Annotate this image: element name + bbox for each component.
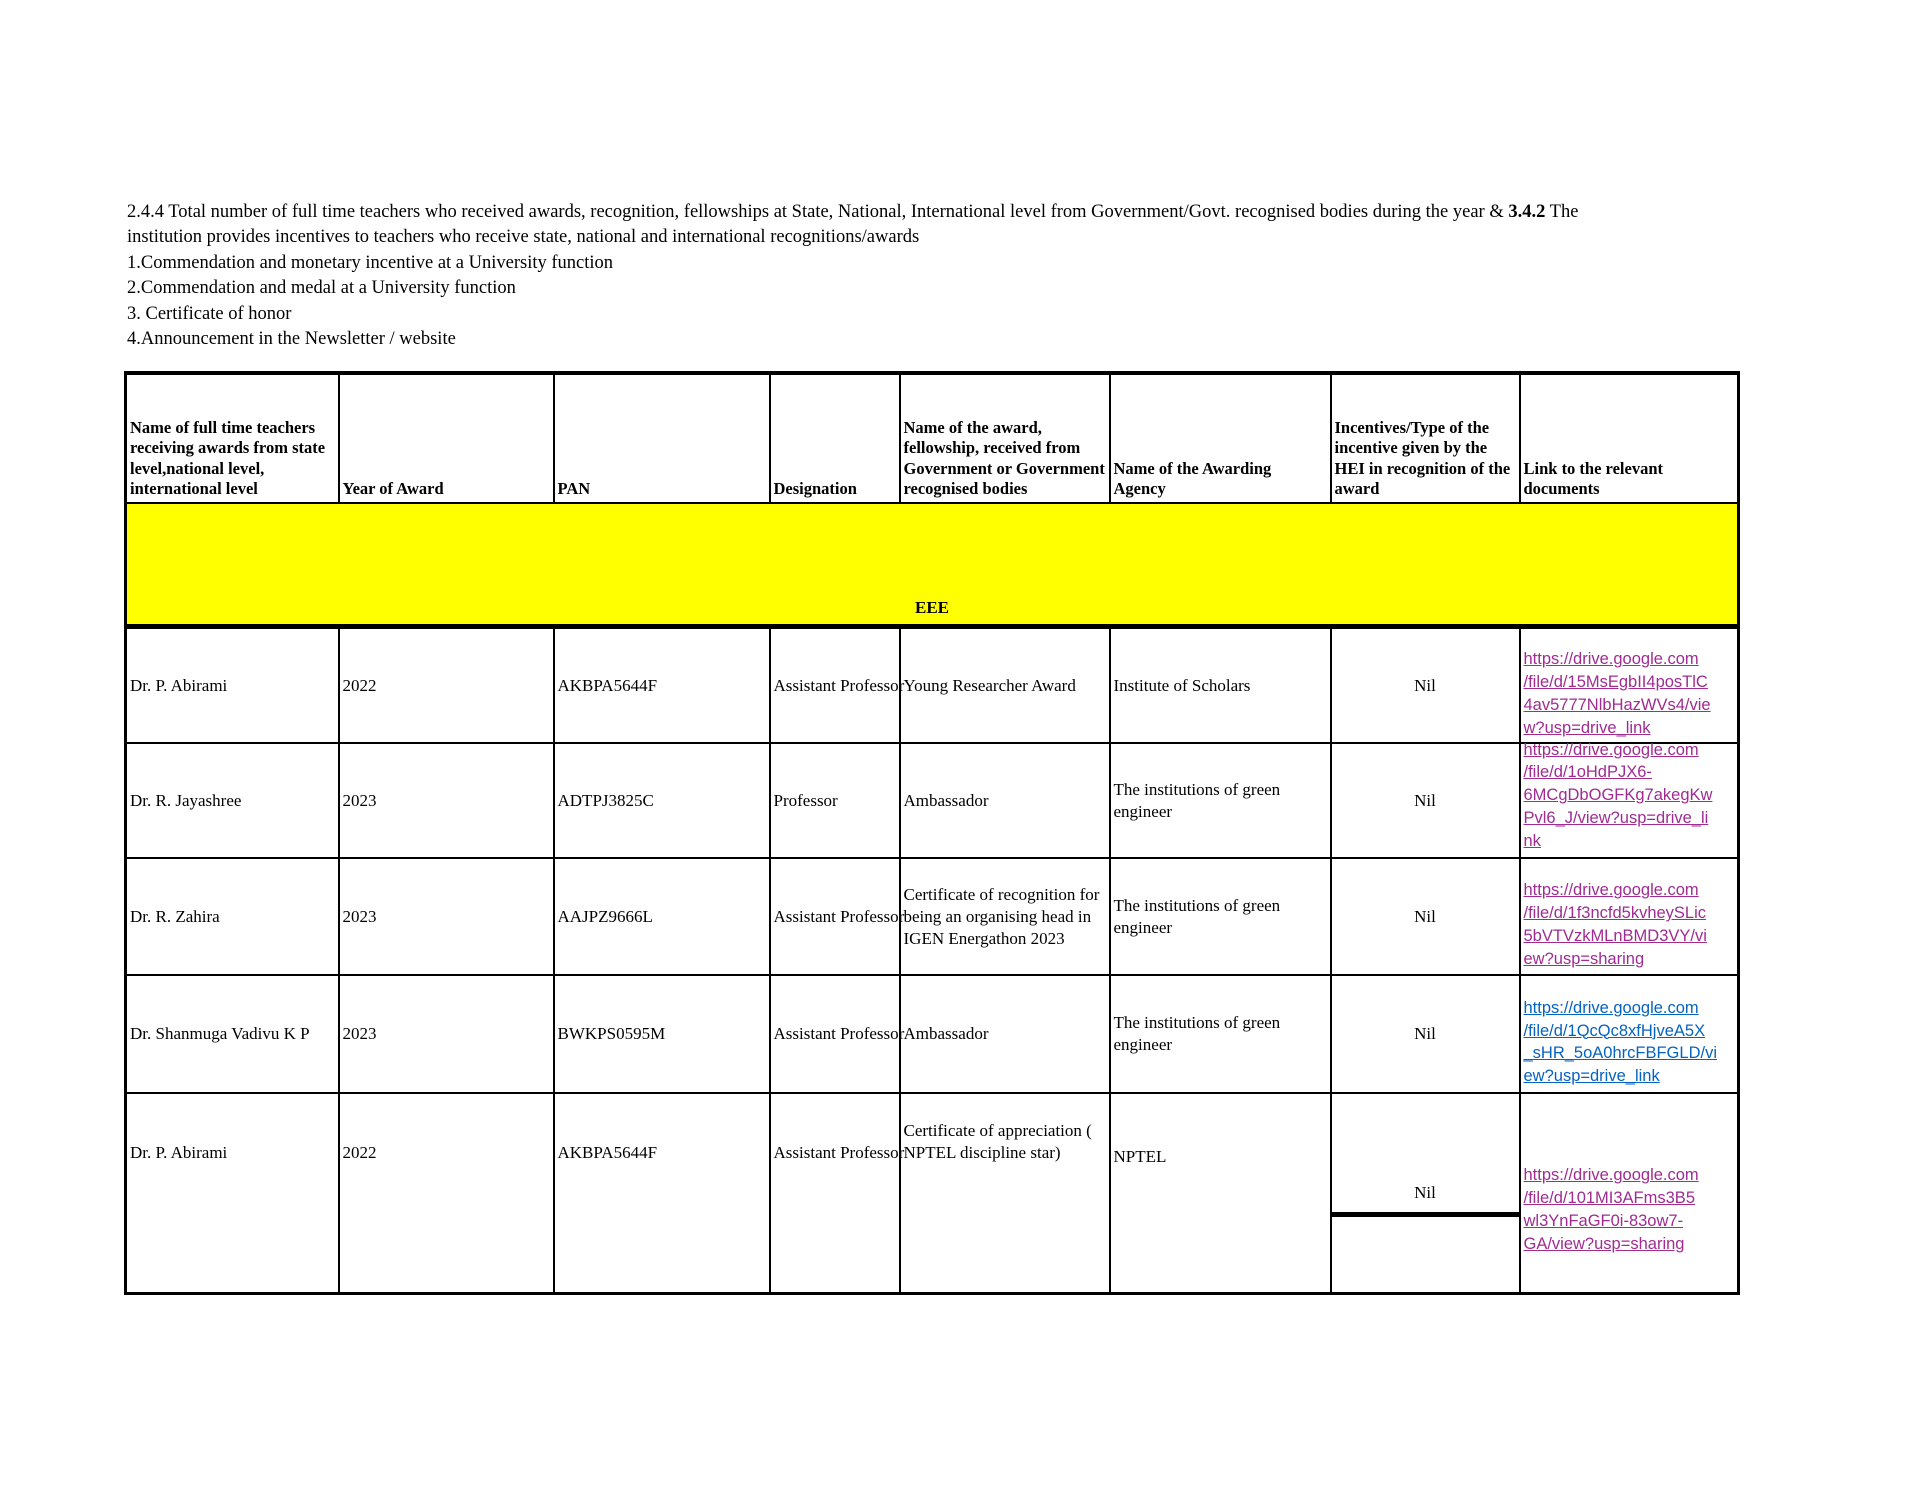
link-line: 4av5777NlbHazWVs4/vie bbox=[1523, 695, 1711, 714]
cell-incentive: Nil bbox=[1331, 627, 1520, 744]
intro-line-3: 1.Commendation and monetary incentive at a University function bbox=[127, 252, 614, 273]
cell-agency: The institutions of green engineer bbox=[1110, 743, 1331, 858]
awards-table-container bbox=[124, 371, 1737, 1253]
cell-incentive: Nil bbox=[1331, 1093, 1520, 1294]
cell-award: Certificate of appreciation ( NPTEL discipline star) bbox=[900, 1093, 1110, 1294]
header-year-of-award: Year of Award bbox=[339, 373, 554, 503]
table-row bbox=[126, 627, 1739, 744]
cell-agency: NPTEL bbox=[1110, 1093, 1331, 1294]
link-box bbox=[1524, 1131, 1735, 1256]
cell-year: 2022 bbox=[339, 627, 554, 744]
cell-year: 2023 bbox=[339, 858, 554, 975]
cell-award: Ambassador bbox=[900, 743, 1110, 858]
link-line: _sHR_5oA0hrcFBFGLD/vi bbox=[1523, 1044, 1717, 1063]
cell-link bbox=[1520, 975, 1739, 1093]
cell-incentive: Nil bbox=[1331, 975, 1520, 1093]
cell-link bbox=[1520, 740, 1739, 858]
cell-name: Dr. P. Abirami bbox=[126, 1093, 339, 1294]
drive-link[interactable] bbox=[1524, 648, 1735, 739]
cell-award: Certificate of recognition for being an organising head in IGEN Energathon 2023 bbox=[900, 858, 1110, 975]
link-line: /file/d/1QcQc8xfHjveA5X bbox=[1523, 1021, 1706, 1040]
drive-link[interactable] bbox=[1524, 879, 1735, 970]
cell-agency: Institute of Scholars bbox=[1110, 627, 1331, 744]
cell-year: 2023 bbox=[339, 743, 554, 858]
drive-link[interactable] bbox=[1524, 997, 1735, 1088]
header-award-name: Name of the award, fellowship, received from Government or Government recognised bodies bbox=[900, 373, 1110, 503]
intro-line-2: institution provides incentives to teachers who receive state, national and international recognitions/awards bbox=[127, 227, 920, 248]
link-line: wl3YnFaGF0i-83ow7- bbox=[1523, 1211, 1684, 1230]
cell-name: Dr. R. Zahira bbox=[126, 858, 339, 975]
cell-link bbox=[1520, 858, 1739, 975]
cell-incentive: Nil bbox=[1331, 743, 1520, 858]
link-line: w?usp=drive_link bbox=[1523, 718, 1651, 737]
intro-line-6: 4.Announcement in the Newsletter / website bbox=[127, 329, 456, 350]
drive-link[interactable] bbox=[1524, 1164, 1735, 1255]
cell-pan: AKBPA5644F bbox=[554, 627, 770, 744]
cell-award: Young Researcher Award bbox=[900, 627, 1110, 744]
intro-line-1 bbox=[127, 200, 1578, 225]
link-line: https://drive.google.com bbox=[1523, 1166, 1699, 1185]
cell-year: 2023 bbox=[339, 975, 554, 1093]
link-box bbox=[1523, 740, 1735, 853]
intro-line-5: 3. Certificate of honor bbox=[127, 303, 292, 324]
link-box bbox=[1524, 632, 1735, 740]
intro-line-1-tail: The bbox=[1545, 202, 1579, 222]
cell-link bbox=[1520, 627, 1739, 744]
cell-pan: AKBPA5644F bbox=[554, 1093, 770, 1294]
link-line: ew?usp=drive_link bbox=[1523, 1067, 1660, 1086]
link-line: Pvl6_J/view?usp=drive_li bbox=[1523, 808, 1709, 827]
cell-designation: Assistant Professor bbox=[770, 627, 900, 744]
intro-line-1-bold: 3.4.2 bbox=[1508, 202, 1546, 222]
cell-agency: The institutions of green engineer bbox=[1110, 975, 1331, 1093]
header-awarding-agency: Name of the Awarding Agency bbox=[1110, 373, 1331, 503]
header-teacher-name: Name of full time teachers receiving awards from state level,national level, international level bbox=[126, 373, 339, 503]
cell-award: Ambassador bbox=[900, 975, 1110, 1093]
link-line: https://drive.google.com bbox=[1523, 998, 1699, 1017]
link-line: https://drive.google.com bbox=[1523, 740, 1699, 759]
intro-line-1-text: 2.4.4 Total number of full time teachers who received awards, recognition, fellowships at State, National, International level from Government/Govt. recognised bodies during the year & bbox=[127, 202, 1509, 222]
header-row bbox=[126, 373, 1739, 503]
link-box bbox=[1524, 980, 1735, 1088]
link-line: https://drive.google.com bbox=[1523, 650, 1699, 669]
cell-designation: Assistant Professor bbox=[770, 1093, 900, 1294]
section-row-eee bbox=[126, 503, 1739, 627]
cell-year: 2022 bbox=[339, 1093, 554, 1294]
awards-table bbox=[124, 371, 1740, 1295]
cell-designation: Professor bbox=[770, 743, 900, 858]
link-line: https://drive.google.com bbox=[1523, 881, 1699, 900]
link-line: /file/d/15MsEgbII4posTlC bbox=[1523, 673, 1708, 692]
cell-pan: AAJPZ9666L bbox=[554, 858, 770, 975]
cell-name: Dr. R. Jayashree bbox=[126, 743, 339, 858]
cell-designation: Assistant Professor bbox=[770, 858, 900, 975]
table-row bbox=[126, 1093, 1739, 1294]
cell-designation: Assistant Professor bbox=[770, 975, 900, 1093]
drive-link[interactable] bbox=[1524, 739, 1735, 853]
link-line: /file/d/1oHdPJX6- bbox=[1523, 763, 1652, 782]
link-line: /file/d/101MI3AFms3B5 bbox=[1523, 1189, 1695, 1208]
cell-link bbox=[1520, 1093, 1739, 1294]
cell-pan: ADTPJ3825C bbox=[554, 743, 770, 858]
link-line: 5bVTVzkMLnBMD3VY/vi bbox=[1523, 926, 1707, 945]
cell-name: Dr. P. Abirami bbox=[126, 627, 339, 744]
header-designation: Designation bbox=[770, 373, 900, 503]
header-incentives: Incentives/Type of the incentive given by the HEI in recognition of the award bbox=[1331, 373, 1520, 503]
link-line: ew?usp=sharing bbox=[1523, 949, 1645, 968]
link-box bbox=[1524, 863, 1735, 971]
table-row bbox=[126, 975, 1739, 1093]
cell-name: Dr. Shanmuga Vadivu K P bbox=[126, 975, 339, 1093]
table-row bbox=[126, 858, 1739, 975]
table-row bbox=[126, 743, 1739, 858]
section-label: EEE bbox=[126, 503, 1739, 627]
link-line: GA/view?usp=sharing bbox=[1523, 1234, 1685, 1253]
intro-line-4: 2.Commendation and medal at a University function bbox=[127, 278, 516, 299]
link-line: /file/d/1f3ncfd5kvheySLic bbox=[1523, 904, 1707, 923]
cell-agency: The institutions of green engineer bbox=[1110, 858, 1331, 975]
link-line: 6MCgDbOGFKg7akegKw bbox=[1523, 786, 1713, 805]
header-link-documents: Link to the relevant documents bbox=[1520, 373, 1739, 503]
header-pan: PAN bbox=[554, 373, 770, 503]
intro-paragraph bbox=[127, 200, 1578, 352]
link-line: nk bbox=[1523, 831, 1541, 850]
cell-incentive: Nil bbox=[1331, 858, 1520, 975]
cell-pan: BWKPS0595M bbox=[554, 975, 770, 1093]
